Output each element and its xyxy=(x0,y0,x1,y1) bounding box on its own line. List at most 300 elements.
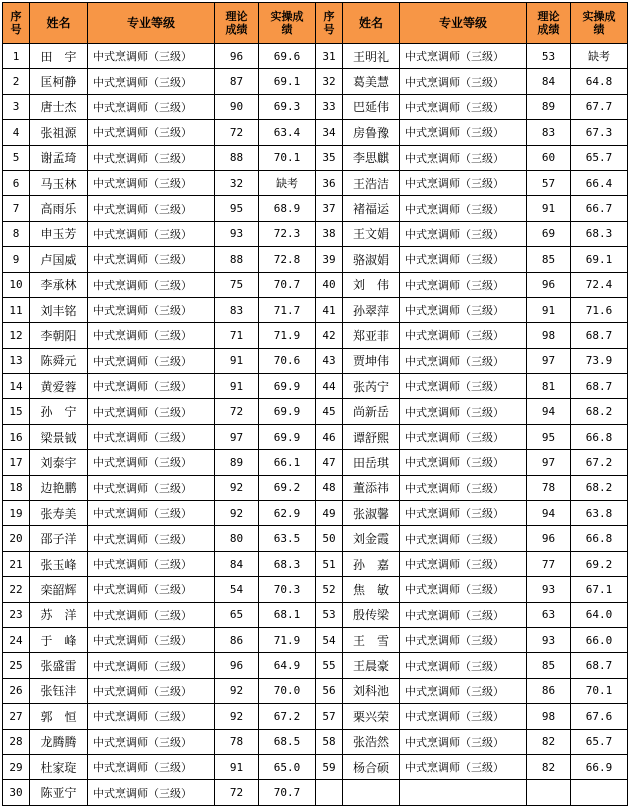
name-cell: 王 雪 xyxy=(343,627,400,652)
theory-score-cell: 60 xyxy=(527,145,571,170)
name-cell: 贾坤伟 xyxy=(343,348,400,373)
grade-cell: 中式烹调师（三级） xyxy=(400,602,527,627)
grade-cell: 中式烹调师（三级） xyxy=(88,221,215,246)
theory-score-cell: 98 xyxy=(527,323,571,348)
theory-score-cell: 54 xyxy=(215,577,259,602)
theory-score-cell: 92 xyxy=(215,678,259,703)
practical-score-cell: 71.9 xyxy=(259,323,316,348)
practical-score-cell: 68.7 xyxy=(571,374,628,399)
theory-score-cell: 96 xyxy=(527,272,571,297)
practical-score-cell: 69.1 xyxy=(571,247,628,272)
seq-cell: 18 xyxy=(3,475,30,500)
theory-score-cell: 89 xyxy=(215,450,259,475)
name-cell: 边艳鹏 xyxy=(30,475,88,500)
name-cell: 骆淑娟 xyxy=(343,247,400,272)
seq-cell: 30 xyxy=(3,780,30,805)
practical-score-cell: 67.2 xyxy=(571,450,628,475)
practical-score-cell: 67.3 xyxy=(571,120,628,145)
theory-score-cell: 75 xyxy=(215,272,259,297)
theory-score-cell: 57 xyxy=(527,170,571,195)
practical-score-cell: 66.0 xyxy=(571,627,628,652)
table-row xyxy=(3,374,628,399)
name-cell xyxy=(343,780,400,805)
theory-score-cell: 63 xyxy=(527,602,571,627)
practical-score-cell: 63.4 xyxy=(259,120,316,145)
theory-score-cell: 91 xyxy=(527,196,571,221)
theory-score-cell: 78 xyxy=(527,475,571,500)
table-row xyxy=(3,94,628,119)
grade-cell: 中式烹调师（三级） xyxy=(400,44,527,69)
grade-cell: 中式烹调师（三级） xyxy=(88,399,215,424)
grade-cell: 中式烹调师（三级） xyxy=(88,627,215,652)
practical-score-cell: 68.2 xyxy=(571,399,628,424)
grade-cell: 中式烹调师（三级） xyxy=(400,551,527,576)
seq-cell: 31 xyxy=(316,44,343,69)
table-row xyxy=(3,323,628,348)
practical-score-cell: 68.1 xyxy=(259,602,316,627)
name-cell: 褚福运 xyxy=(343,196,400,221)
theory-score-cell: 69 xyxy=(527,221,571,246)
name-cell: 邵子洋 xyxy=(30,526,88,551)
grade-cell: 中式烹调师（三级） xyxy=(88,323,215,348)
seq-cell: 57 xyxy=(316,704,343,729)
name-cell: 巴延伟 xyxy=(343,94,400,119)
name-cell: 焦 敏 xyxy=(343,577,400,602)
grade-cell: 中式烹调师（三级） xyxy=(400,678,527,703)
grade-cell: 中式烹调师（三级） xyxy=(400,754,527,779)
seq-cell: 27 xyxy=(3,704,30,729)
grade-cell: 中式烹调师（三级） xyxy=(88,577,215,602)
name-cell: 梁景钺 xyxy=(30,424,88,449)
seq-cell: 24 xyxy=(3,627,30,652)
seq-cell: 52 xyxy=(316,577,343,602)
theory-score-cell: 95 xyxy=(527,424,571,449)
seq-cell: 46 xyxy=(316,424,343,449)
name-cell: 张浩然 xyxy=(343,729,400,754)
grade-cell: 中式烹调师（三级） xyxy=(88,653,215,678)
theory-score-cell: 93 xyxy=(527,577,571,602)
grade-cell: 中式烹调师（三级） xyxy=(400,424,527,449)
grade-cell: 中式烹调师（三级） xyxy=(88,69,215,94)
grade-cell: 中式烹调师（三级） xyxy=(88,145,215,170)
seq-cell: 14 xyxy=(3,374,30,399)
practical-score-cell: 66.7 xyxy=(571,196,628,221)
name-cell: 王晨豪 xyxy=(343,653,400,678)
name-cell: 卢国威 xyxy=(30,247,88,272)
practical-score-cell: 72.4 xyxy=(571,272,628,297)
theory-score-cell: 97 xyxy=(527,450,571,475)
name-cell: 张钰沣 xyxy=(30,678,88,703)
seq-cell: 55 xyxy=(316,653,343,678)
table-row xyxy=(3,399,628,424)
seq-cell: 49 xyxy=(316,501,343,526)
practical-score-cell: 68.5 xyxy=(259,729,316,754)
grade-cell: 中式烹调师（三级） xyxy=(88,551,215,576)
name-cell: 于 峰 xyxy=(30,627,88,652)
seq-cell: 47 xyxy=(316,450,343,475)
practical-score-cell: 66.8 xyxy=(571,424,628,449)
seq-cell: 20 xyxy=(3,526,30,551)
seq-cell: 12 xyxy=(3,323,30,348)
seq-cell: 35 xyxy=(316,145,343,170)
seq-cell: 54 xyxy=(316,627,343,652)
seq-cell: 28 xyxy=(3,729,30,754)
practical-score-cell: 64.9 xyxy=(259,653,316,678)
seq-cell: 51 xyxy=(316,551,343,576)
grade-cell: 中式烹调师（三级） xyxy=(88,602,215,627)
practical-score-cell: 69.9 xyxy=(259,374,316,399)
grade-cell: 中式烹调师（三级） xyxy=(400,94,527,119)
name-cell: 张盛雷 xyxy=(30,653,88,678)
practical-score-cell xyxy=(571,780,628,805)
theory-score-cell: 82 xyxy=(527,754,571,779)
table-row xyxy=(3,729,628,754)
practical-score-cell: 72.3 xyxy=(259,221,316,246)
practical-score-cell: 66.9 xyxy=(571,754,628,779)
grade-cell: 中式烹调师（三级） xyxy=(88,297,215,322)
grade-cell: 中式烹调师（三级） xyxy=(88,526,215,551)
name-cell: 申玉芳 xyxy=(30,221,88,246)
seq-cell: 11 xyxy=(3,297,30,322)
practical-score-cell: 69.2 xyxy=(571,551,628,576)
practical-score-cell: 67.2 xyxy=(259,704,316,729)
theory-score-cell: 91 xyxy=(215,374,259,399)
grade-cell: 中式烹调师（三级） xyxy=(400,729,527,754)
seq-cell: 7 xyxy=(3,196,30,221)
grade-cell: 中式烹调师（三级） xyxy=(88,754,215,779)
name-cell: 龙腾腾 xyxy=(30,729,88,754)
name-cell: 刘科池 xyxy=(343,678,400,703)
theory-score-cell: 71 xyxy=(215,323,259,348)
seq-cell: 21 xyxy=(3,551,30,576)
seq-cell: 33 xyxy=(316,94,343,119)
name-cell: 谢孟琦 xyxy=(30,145,88,170)
grade-cell: 中式烹调师（三级） xyxy=(400,374,527,399)
practical-score-cell: 71.7 xyxy=(259,297,316,322)
seq-cell: 48 xyxy=(316,475,343,500)
name-cell: 郑亚菲 xyxy=(343,323,400,348)
theory-score-cell: 85 xyxy=(527,247,571,272)
theory-score-cell: 92 xyxy=(215,501,259,526)
practical-score-cell: 65.0 xyxy=(259,754,316,779)
seq-cell: 43 xyxy=(316,348,343,373)
header-row xyxy=(3,3,628,44)
header-practical: 实操成 绩 xyxy=(259,3,316,44)
practical-score-cell: 65.7 xyxy=(571,145,628,170)
practical-score-cell: 65.7 xyxy=(571,729,628,754)
name-cell: 殷传梁 xyxy=(343,602,400,627)
grade-cell: 中式烹调师（三级） xyxy=(400,323,527,348)
grade-cell: 中式烹调师（三级） xyxy=(88,475,215,500)
grade-cell: 中式烹调师（三级） xyxy=(400,221,527,246)
seq-cell: 34 xyxy=(316,120,343,145)
seq-cell: 19 xyxy=(3,501,30,526)
name-cell: 董添祎 xyxy=(343,475,400,500)
grade-cell: 中式烹调师（三级） xyxy=(400,170,527,195)
theory-score-cell: 96 xyxy=(215,44,259,69)
header-theory: 理论 成绩 xyxy=(215,3,259,44)
seq-cell: 59 xyxy=(316,754,343,779)
table-row xyxy=(3,348,628,373)
table-row xyxy=(3,170,628,195)
theory-score-cell: 91 xyxy=(215,348,259,373)
table-row xyxy=(3,120,628,145)
theory-score-cell: 98 xyxy=(527,704,571,729)
seq-cell: 25 xyxy=(3,653,30,678)
practical-score-cell: 68.9 xyxy=(259,196,316,221)
practical-score-cell: 71.9 xyxy=(259,627,316,652)
name-cell: 李朝阳 xyxy=(30,323,88,348)
seq-cell: 41 xyxy=(316,297,343,322)
seq-cell: 45 xyxy=(316,399,343,424)
seq-cell: 6 xyxy=(3,170,30,195)
seq-cell: 36 xyxy=(316,170,343,195)
seq-cell: 2 xyxy=(3,69,30,94)
name-cell: 尚新岳 xyxy=(343,399,400,424)
name-cell: 张芮宁 xyxy=(343,374,400,399)
grade-cell: 中式烹调师（三级） xyxy=(88,374,215,399)
grade-cell xyxy=(400,780,527,805)
theory-score-cell: 97 xyxy=(527,348,571,373)
practical-score-cell: 68.2 xyxy=(571,475,628,500)
practical-score-cell: 72.8 xyxy=(259,247,316,272)
practical-score-cell: 64.0 xyxy=(571,602,628,627)
table-row xyxy=(3,450,628,475)
seq-cell: 3 xyxy=(3,94,30,119)
name-cell: 田岳琪 xyxy=(343,450,400,475)
theory-score-cell: 86 xyxy=(527,678,571,703)
seq-cell: 17 xyxy=(3,450,30,475)
table-row xyxy=(3,145,628,170)
grade-cell: 中式烹调师（三级） xyxy=(88,94,215,119)
seq-cell: 10 xyxy=(3,272,30,297)
theory-score-cell: 92 xyxy=(215,475,259,500)
grade-cell: 中式烹调师（三级） xyxy=(400,653,527,678)
table-row xyxy=(3,196,628,221)
grade-cell: 中式烹调师（三级） xyxy=(400,399,527,424)
practical-score-cell: 69.2 xyxy=(259,475,316,500)
seq-cell: 42 xyxy=(316,323,343,348)
theory-score-cell: 78 xyxy=(215,729,259,754)
grade-cell: 中式烹调师（三级） xyxy=(88,170,215,195)
practical-score-cell: 68.7 xyxy=(571,653,628,678)
practical-score-cell: 67.7 xyxy=(571,94,628,119)
grade-cell: 中式烹调师（三级） xyxy=(400,704,527,729)
theory-score-cell: 94 xyxy=(527,501,571,526)
seq-cell: 13 xyxy=(3,348,30,373)
seq-cell: 38 xyxy=(316,221,343,246)
header-seq: 序 号 xyxy=(3,3,30,44)
grade-cell: 中式烹调师（三级） xyxy=(400,475,527,500)
grade-cell: 中式烹调师（三级） xyxy=(400,145,527,170)
grade-cell: 中式烹调师（三级） xyxy=(400,69,527,94)
score-table xyxy=(2,2,628,806)
name-cell: 房鲁豫 xyxy=(343,120,400,145)
theory-score-cell: 72 xyxy=(215,120,259,145)
grade-cell: 中式烹调师（三级） xyxy=(88,729,215,754)
theory-score-cell: 83 xyxy=(215,297,259,322)
table-row xyxy=(3,602,628,627)
table-row xyxy=(3,780,628,805)
grade-cell: 中式烹调师（三级） xyxy=(88,704,215,729)
grade-cell: 中式烹调师（三级） xyxy=(88,348,215,373)
name-cell: 张寿美 xyxy=(30,501,88,526)
practical-score-cell: 缺考 xyxy=(259,170,316,195)
grade-cell: 中式烹调师（三级） xyxy=(400,501,527,526)
theory-score-cell: 77 xyxy=(527,551,571,576)
theory-score-cell: 83 xyxy=(527,120,571,145)
practical-score-cell: 69.1 xyxy=(259,69,316,94)
theory-score-cell: 80 xyxy=(215,526,259,551)
practical-score-cell: 66.1 xyxy=(259,450,316,475)
seq-cell: 8 xyxy=(3,221,30,246)
grade-cell: 中式烹调师（三级） xyxy=(88,44,215,69)
table-row xyxy=(3,247,628,272)
theory-score-cell: 88 xyxy=(215,247,259,272)
theory-score-cell: 90 xyxy=(215,94,259,119)
seq-cell: 53 xyxy=(316,602,343,627)
header-grade: 专业等级 xyxy=(88,3,215,44)
theory-score-cell: 85 xyxy=(527,653,571,678)
practical-score-cell: 71.6 xyxy=(571,297,628,322)
theory-score-cell: 94 xyxy=(527,399,571,424)
name-cell: 刘金霞 xyxy=(343,526,400,551)
practical-score-cell: 缺考 xyxy=(571,44,628,69)
name-cell: 李思麒 xyxy=(343,145,400,170)
name-cell: 唐士杰 xyxy=(30,94,88,119)
practical-score-cell: 63.8 xyxy=(571,501,628,526)
theory-score-cell: 88 xyxy=(215,145,259,170)
table-row xyxy=(3,272,628,297)
name-cell: 刘泰宇 xyxy=(30,450,88,475)
name-cell: 李承林 xyxy=(30,272,88,297)
grade-cell: 中式烹调师（三级） xyxy=(400,272,527,297)
practical-score-cell: 67.1 xyxy=(571,577,628,602)
name-cell: 栗兴荣 xyxy=(343,704,400,729)
theory-score-cell: 65 xyxy=(215,602,259,627)
name-cell: 马玉林 xyxy=(30,170,88,195)
grade-cell: 中式烹调师（三级） xyxy=(400,450,527,475)
seq-cell: 4 xyxy=(3,120,30,145)
name-cell: 栾韶辉 xyxy=(30,577,88,602)
theory-score-cell: 84 xyxy=(527,69,571,94)
theory-score-cell: 92 xyxy=(215,704,259,729)
practical-score-cell: 70.7 xyxy=(259,272,316,297)
table-row xyxy=(3,526,628,551)
practical-score-cell: 68.3 xyxy=(571,221,628,246)
practical-score-cell: 64.8 xyxy=(571,69,628,94)
grade-cell: 中式烹调师（三级） xyxy=(88,678,215,703)
seq-cell: 44 xyxy=(316,374,343,399)
table-row xyxy=(3,551,628,576)
header-grade: 专业等级 xyxy=(400,3,527,44)
seq-cell: 58 xyxy=(316,729,343,754)
header-name: 姓名 xyxy=(343,3,400,44)
theory-score-cell xyxy=(527,780,571,805)
theory-score-cell: 84 xyxy=(215,551,259,576)
grade-cell: 中式烹调师（三级） xyxy=(88,247,215,272)
seq-cell xyxy=(316,780,343,805)
seq-cell: 16 xyxy=(3,424,30,449)
theory-score-cell: 97 xyxy=(215,424,259,449)
seq-cell: 23 xyxy=(3,602,30,627)
name-cell: 田 宇 xyxy=(30,44,88,69)
name-cell: 王文娟 xyxy=(343,221,400,246)
table-row xyxy=(3,475,628,500)
theory-score-cell: 93 xyxy=(215,221,259,246)
name-cell: 匡柯静 xyxy=(30,69,88,94)
table-row xyxy=(3,704,628,729)
practical-score-cell: 68.3 xyxy=(259,551,316,576)
grade-cell: 中式烹调师（三级） xyxy=(88,120,215,145)
name-cell: 葛美慧 xyxy=(343,69,400,94)
seq-cell: 9 xyxy=(3,247,30,272)
name-cell: 杨合硕 xyxy=(343,754,400,779)
practical-score-cell: 70.6 xyxy=(259,348,316,373)
seq-cell: 5 xyxy=(3,145,30,170)
name-cell: 孙 宁 xyxy=(30,399,88,424)
practical-score-cell: 67.6 xyxy=(571,704,628,729)
table-row xyxy=(3,501,628,526)
name-cell: 张淑馨 xyxy=(343,501,400,526)
table-row xyxy=(3,44,628,69)
practical-score-cell: 70.1 xyxy=(259,145,316,170)
practical-score-cell: 70.1 xyxy=(571,678,628,703)
theory-score-cell: 87 xyxy=(215,69,259,94)
seq-cell: 1 xyxy=(3,44,30,69)
theory-score-cell: 53 xyxy=(527,44,571,69)
name-cell: 高雨乐 xyxy=(30,196,88,221)
theory-score-cell: 91 xyxy=(527,297,571,322)
seq-cell: 56 xyxy=(316,678,343,703)
practical-score-cell: 70.0 xyxy=(259,678,316,703)
practical-score-cell: 68.7 xyxy=(571,323,628,348)
grade-cell: 中式烹调师（三级） xyxy=(88,424,215,449)
seq-cell: 32 xyxy=(316,69,343,94)
theory-score-cell: 86 xyxy=(215,627,259,652)
practical-score-cell: 66.4 xyxy=(571,170,628,195)
seq-cell: 50 xyxy=(316,526,343,551)
seq-cell: 29 xyxy=(3,754,30,779)
practical-score-cell: 69.6 xyxy=(259,44,316,69)
grade-cell: 中式烹调师（三级） xyxy=(400,247,527,272)
name-cell: 孙翠萍 xyxy=(343,297,400,322)
name-cell: 郭 恒 xyxy=(30,704,88,729)
table-row xyxy=(3,577,628,602)
grade-cell: 中式烹调师（三级） xyxy=(400,297,527,322)
table-row xyxy=(3,653,628,678)
grade-cell: 中式烹调师（三级） xyxy=(400,627,527,652)
name-cell: 黄爱蓉 xyxy=(30,374,88,399)
grade-cell: 中式烹调师（三级） xyxy=(400,577,527,602)
table-row xyxy=(3,221,628,246)
theory-score-cell: 96 xyxy=(527,526,571,551)
practical-score-cell: 69.9 xyxy=(259,399,316,424)
theory-score-cell: 81 xyxy=(527,374,571,399)
theory-score-cell: 89 xyxy=(527,94,571,119)
practical-score-cell: 70.7 xyxy=(259,780,316,805)
theory-score-cell: 82 xyxy=(527,729,571,754)
name-cell: 孙 嘉 xyxy=(343,551,400,576)
theory-score-cell: 91 xyxy=(215,754,259,779)
name-cell: 刘 伟 xyxy=(343,272,400,297)
seq-cell: 22 xyxy=(3,577,30,602)
seq-cell: 37 xyxy=(316,196,343,221)
seq-cell: 40 xyxy=(316,272,343,297)
practical-score-cell: 69.3 xyxy=(259,94,316,119)
table-row xyxy=(3,627,628,652)
table-row xyxy=(3,69,628,94)
